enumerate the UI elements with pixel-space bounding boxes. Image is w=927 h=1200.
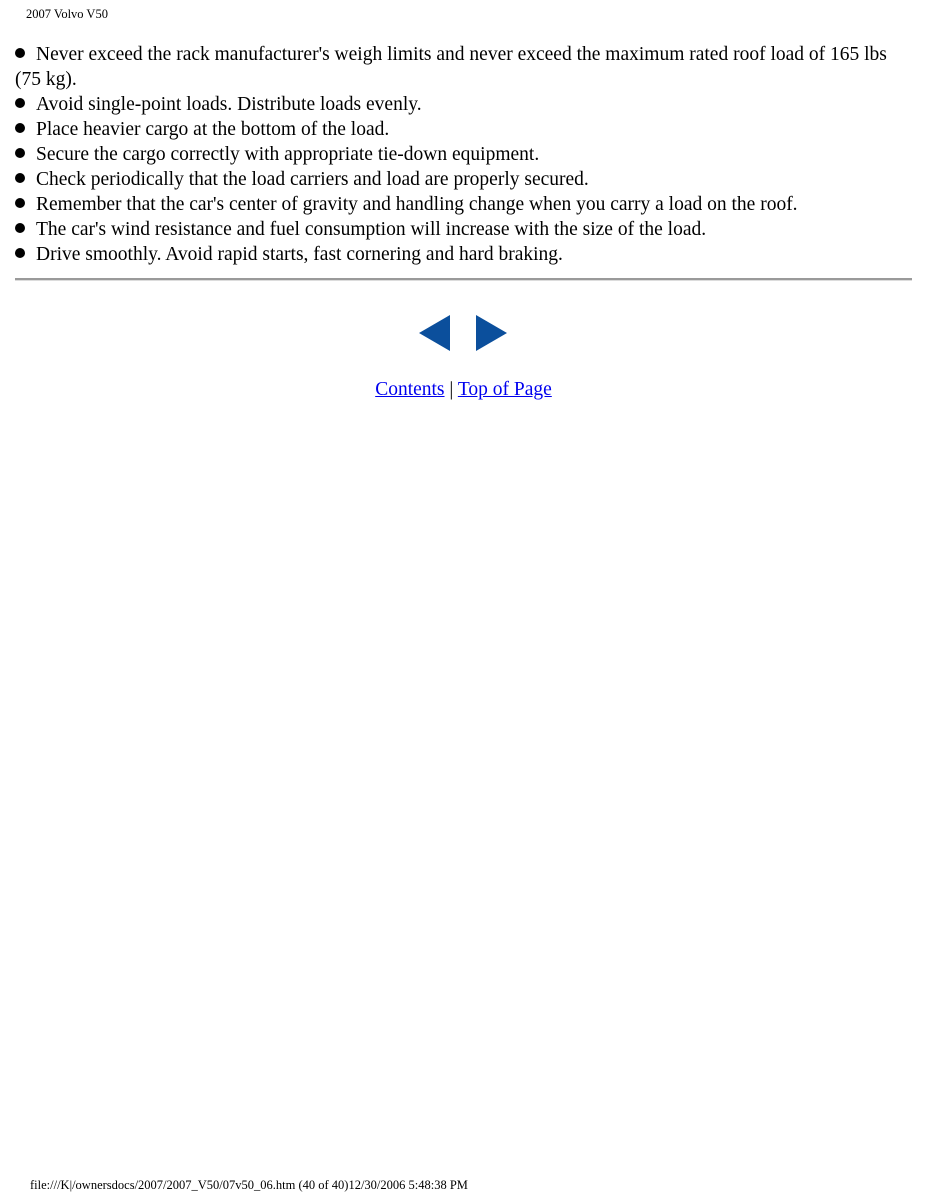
list-item-text: Avoid single-point loads. Distribute loads evenly.	[36, 94, 422, 115]
bullet-icon	[15, 148, 25, 158]
list-item	[15, 42, 905, 92]
list-item	[15, 242, 905, 267]
horizontal-divider	[15, 278, 912, 281]
list-item-text: The car's wind resistance and fuel consumption will increase with the size of the load.	[36, 219, 707, 240]
list-item	[15, 92, 905, 117]
list-item-text: Check periodically that the load carriers and load are properly secured.	[36, 169, 589, 190]
roof-load-tips-list	[15, 42, 905, 267]
list-item-text: Drive smoothly. Avoid rapid starts, fast cornering and hard braking.	[36, 244, 563, 265]
arrow-left-icon[interactable]	[419, 315, 450, 351]
list-item	[15, 192, 905, 217]
link-separator: |	[449, 379, 454, 400]
top-of-page-link[interactable]: Top of Page	[457, 379, 552, 400]
arrow-right-icon[interactable]	[476, 315, 507, 351]
bullet-icon	[15, 173, 25, 183]
bullet-icon	[15, 48, 25, 58]
bullet-icon	[15, 123, 25, 133]
bullet-icon	[15, 248, 25, 258]
list-item	[15, 217, 905, 242]
list-item-text: Place heavier cargo at the bottom of the load.	[36, 119, 390, 140]
bullet-icon	[15, 223, 25, 233]
list-item-text: Never exceed the rack manufacturer's weigh limits and never exceed the maximum rated roof load of 165 lbs (75 kg).	[15, 44, 887, 90]
footer-links	[0, 378, 927, 402]
list-item-text: Secure the cargo correctly with appropriate tie-down equipment.	[36, 144, 540, 165]
list-item	[15, 167, 905, 192]
list-item	[15, 117, 905, 142]
list-item-text: Remember that the car's center of gravity and handling change when you carry a load on the roof.	[36, 194, 798, 215]
page-navigation	[419, 314, 509, 352]
page-header-title: 2007 Volvo V50	[26, 7, 108, 21]
list-item	[15, 142, 905, 167]
bullet-icon	[15, 198, 25, 208]
file-path-footer: file:///K|/ownersdocs/2007/2007_V50/07v50_06.htm (40 of 40)12/30/2006 5:48:38 PM	[30, 1178, 468, 1192]
bullet-icon	[15, 98, 25, 108]
contents-link[interactable]: Contents	[375, 379, 445, 400]
